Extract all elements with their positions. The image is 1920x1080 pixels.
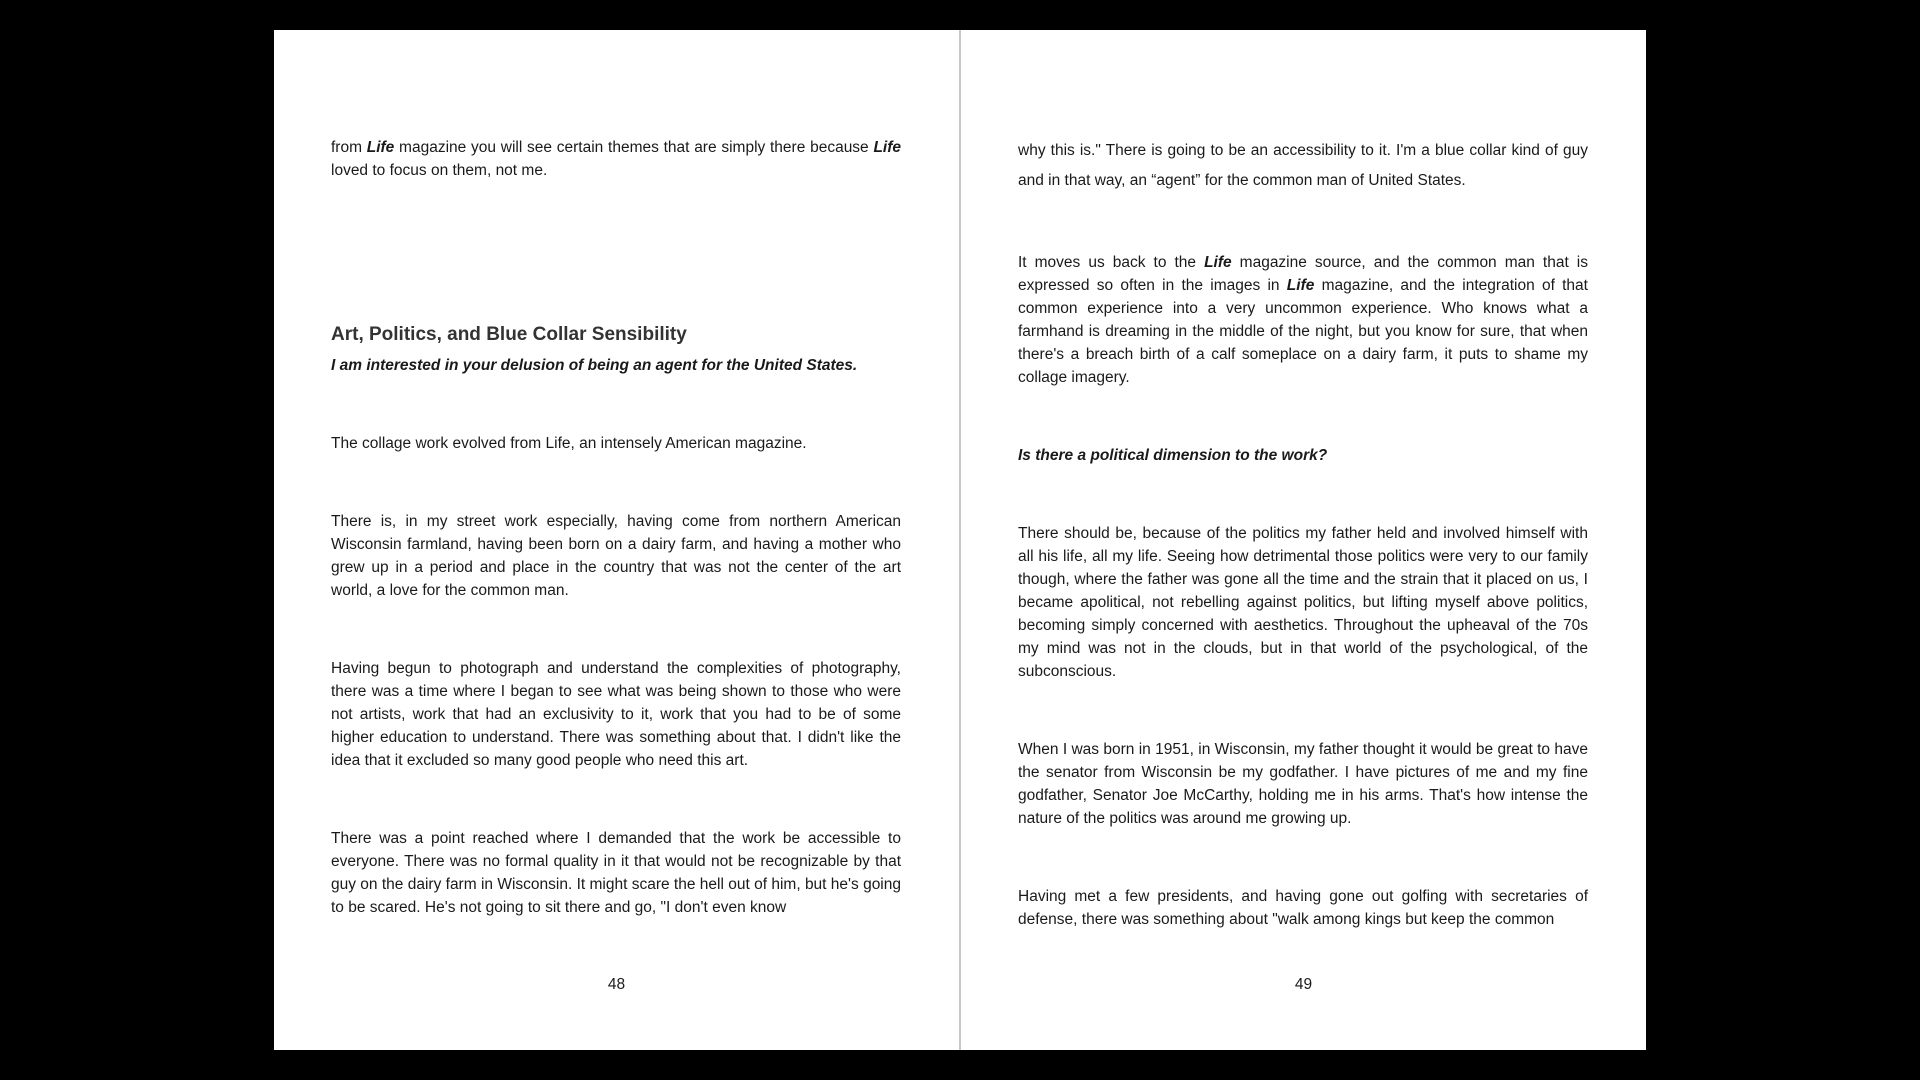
section-heading: Art, Politics, and Blue Collar Sensibility xyxy=(331,324,687,345)
left-page xyxy=(274,30,959,1050)
paragraph: Having met a few presidents, and having gone out golfing with secretaries of defense, there was something about "walk among kings but keep the common xyxy=(1018,888,1588,928)
paragraph xyxy=(1018,251,1588,389)
paragraph: There was a point reached where I demanded that the work be accessible to everyone. There was no formal quality in it that would not be recognizable by that guy on the dairy farm in Wisconsin. It might scare the hell out of him, but he's going to be scared. He's not going to sit there and go, "I don't even know xyxy=(331,830,901,916)
italic-life: Life xyxy=(1286,277,1315,294)
italic-life: Life xyxy=(873,139,901,156)
paragraph: Having begun to photograph and understand the complexities of photography, there was a time where I began to see what was being shown to those who were not artists, work that had an exclusivity to it, work that you had to be of some higher education to understand. There was something about that. I didn't like the idea that it excluded so many good people who need this art. xyxy=(331,660,901,769)
italic-life: Life xyxy=(1204,254,1232,271)
paragraph xyxy=(331,136,901,182)
text-run: loved to focus on them, not me. xyxy=(331,162,548,179)
interview-question: I am interested in your delusion of being an agent for the United States. xyxy=(331,357,858,374)
left-page-content xyxy=(331,136,901,919)
text-run: magazine, and the integration of that common experience into a very uncommon experience. Who knows what a farmhand is dreaming in the middle of the night, but you know for sure, that when there's a breach birth of a calf someplace on a dairy farm, it puts to shame my collage imagery. xyxy=(1018,277,1588,386)
text-run: magazine source, and the common man that is expressed so often in the images in xyxy=(1018,254,1588,294)
paragraph: When I was born in 1951, in Wisconsin, my father thought it would be great to have the senator from Wisconsin be my godfather. I have pictures of me and my fine godfather, Senator Joe McCarthy, holding me in his arms. That's how intense the nature of the politics was around me growing up. xyxy=(1018,741,1588,827)
paragraph: why this is." There is going to be an accessibility to it. I'm a blue collar kind of guy and in that way, an “agent” for the common man of United States. xyxy=(1018,142,1588,189)
text-run: from xyxy=(331,139,367,156)
interview-question: Is there a political dimension to the work? xyxy=(1018,447,1328,464)
page-number: 48 xyxy=(607,976,626,993)
paragraph: There is, in my street work especially, having come from northern American Wisconsin farmland, having been born on a dairy farm, and having a mother who grew up in a period and place in the country that was not the center of the art world, a love for the common man. xyxy=(331,513,901,599)
book-spread xyxy=(274,30,1646,1050)
paragraph: There should be, because of the politics my father held and involved himself with all his life, all my life. Seeing how detrimental those politics were very to our family though, where the father was gone all the time and the strain that it placed on us, I became apolitical, not rebelling against politics, but lifting myself above politics, becoming simply concerned with aesthetics. Throughout the upheaval of the 70s my mind was not in the clouds, but in that world of the psychological, of the subconscious. xyxy=(1018,525,1588,680)
page-number: 49 xyxy=(1294,976,1313,993)
right-page-content xyxy=(1018,136,1588,931)
paragraph: The collage work evolved from Life, an intensely American magazine. xyxy=(331,435,807,452)
italic-life: Life xyxy=(366,139,395,156)
text-run: It moves us back to the xyxy=(1018,254,1205,271)
text-run: magazine you will see certain themes that are simply there because xyxy=(394,139,874,156)
right-page xyxy=(961,30,1646,1050)
